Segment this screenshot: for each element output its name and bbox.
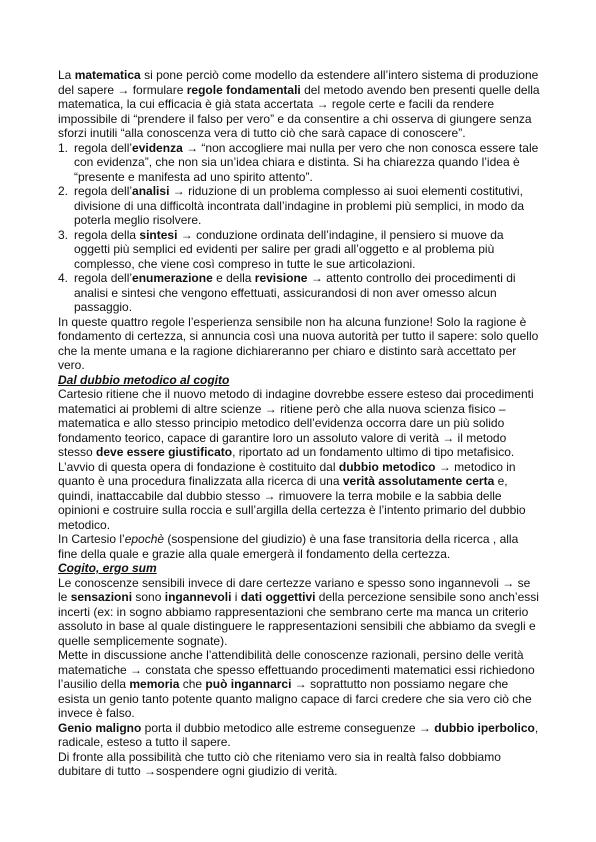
text-run: e, quindi, inattaccabile dal dubbio stesso → rimuovere la terra mobile e la sabbia delle opinioni e costruire sulla roccia e sull’argilla della certezza è l’intento primario del dubbio metodico. <box>58 474 526 532</box>
text-run: del metodo avendo ben presenti quelle della matematica, la cui efficacia è già stata accertata → regole certe e facili da rendere impossibile di “prendere il falso per vero” e da consentire a chi osserva di giungere senza sforzi inutili “alla conoscenza vera di tutto ciò che sarà capace di conoscere”. <box>58 82 540 140</box>
text-run: si pone perciò come modello da estendere all’intero sistema di produzione del sapere → formulare <box>58 68 539 97</box>
bold-term: matematica <box>74 68 141 82</box>
text-run: regola dell’ <box>74 271 133 285</box>
text-run: Le conoscenze sensibili invece di dare certezze variano e spesso sono ingannevoli → se le <box>58 575 531 604</box>
text-run: In Cartesio l’ <box>58 532 125 546</box>
bold-term: regole fondamentali <box>186 82 301 97</box>
text-run: Di fronte alla possibilità che tutto ciò che riteniamo vero sia in realtà falso dobbiamo dubitare di tutto →sospendere ogni giudizio di verità. <box>58 749 501 778</box>
bold-term: deve essere giustificato <box>96 445 233 459</box>
text-run: , radicale, esteso a tutto il sapere. <box>58 720 539 749</box>
section-heading-cogito: Cogito, ergo sum <box>58 561 157 575</box>
bold-term: sintesi <box>139 227 178 242</box>
text-run: porta il dubbio metodico alle estreme conseguenze → <box>141 720 435 735</box>
rule-text <box>74 184 524 227</box>
rule-text <box>74 141 538 184</box>
text-run: La <box>58 68 75 82</box>
rule-number: 3. <box>58 227 69 242</box>
bold-term: Genio maligno <box>58 720 142 735</box>
rule-item <box>58 228 540 272</box>
text-run: In queste quattro regole l’esperienza sensibile non ha alcuna funzione! Solo la ragione è fondamento di certezza, si annuncia così una nuova autorità per tutto il sapere: solo quello che la mente umana e la ragione dichiareranno per chiaro e distinto sarà accettato per vero. <box>58 314 539 372</box>
text-run: → riduzione di un problema complesso ai suoi elementi costitutivi, divisione di una difficoltà incontrata dall’indagine in problemi più semplici, in modo da poterla meglio risolvere. <box>74 184 525 227</box>
bold-term: dati oggettivi <box>240 590 316 604</box>
bold-term: revisione <box>254 271 308 285</box>
rule-item <box>58 271 540 315</box>
doubt-all-paragraph <box>58 750 540 779</box>
genio-maligno-paragraph <box>58 721 540 750</box>
epoche-paragraph <box>58 532 540 561</box>
text-run: regola della <box>74 227 140 242</box>
rule-text <box>74 271 516 314</box>
rule-number: 4. <box>58 271 69 285</box>
text-run: regola dell’ <box>74 140 133 155</box>
text-run: → attento controllo dei procedimenti di analisi e sintesi che vengono effettuati, assicurandosi di non aver omesso alcun passaggio. <box>74 271 516 314</box>
bold-term: sensazioni <box>70 590 133 604</box>
dubbio-metodico-paragraph <box>58 460 540 533</box>
text-run: → “non accogliere mai nulla per vero che non conosca essere tale con evidenza”, che non sia un’idea chiara e distinta. Si ha chiarezza quando l’idea è “presente e manifesta ad uno spirito attento”. <box>74 140 539 184</box>
rule-number: 1. <box>58 140 69 155</box>
document-page <box>58 68 540 779</box>
text-run: regola dell’ <box>74 184 133 198</box>
bold-term: memoria <box>129 677 180 691</box>
bold-term: può ingannarci <box>205 677 292 691</box>
section-heading-dubbio: Dal dubbio metodico al cogito <box>58 372 230 387</box>
text-run: → metodico in quanto è una procedura finalizzata alla ricerca di una <box>58 459 516 488</box>
text-run: della percezione sensibile sono anch’essi incerti (ex: in sogno abbiamo rappresentazioni che sembrano certe ma manca un criterio assoluto in base al quale distinguere le rappresentazioni sensibili che abbiamo da svegli e quelle semplicemente sognate). <box>58 590 539 648</box>
intro-paragraph <box>58 68 540 141</box>
rational-knowledge-paragraph <box>58 648 540 721</box>
bold-term: enumerazione <box>132 271 213 285</box>
text-run: , riportato ad un fondamento ultimo di tipo metafisico. <box>232 445 515 459</box>
text-run: → conduzione ordinata dell’indagine, il pensiero si muove da oggetti più semplici ed evidenti per salire per gradi all’oggetto e al problema più complesso, che viene così compreso in tutte le sue articolazioni. <box>74 227 504 271</box>
text-run: i <box>231 590 241 604</box>
text-run: e della <box>212 271 255 285</box>
bold-term: analisi <box>132 184 170 198</box>
bold-term: dubbio metodico <box>338 459 436 474</box>
bold-term: ingannevoli <box>164 590 232 604</box>
text-run: (sospensione del giudizio) è una fase transitoria della ricerca , alla fine della quale e grazie alla quale emergerà il fondamento della certezza. <box>58 532 519 561</box>
rule-item <box>58 141 540 185</box>
reason-paragraph <box>58 315 540 373</box>
italic-term: epochè <box>124 532 165 546</box>
rule-text <box>74 228 504 271</box>
text-run: → soprattutto non possiamo negare che esista un genio tanto potente quanto maligno capace di farci credere che sia vero ciò che invece è falso. <box>58 677 532 720</box>
method-rules-list <box>58 141 540 315</box>
rule-item <box>58 184 540 228</box>
rule-number: 2. <box>58 184 69 198</box>
bold-term: verità assolutamente certa <box>342 474 495 488</box>
bold-term: evidenza <box>132 140 183 155</box>
text-run: sono <box>132 590 165 604</box>
sensible-knowledge-paragraph <box>58 576 540 649</box>
text-run: Mette in discussione anche l’attendibilità delle conoscenze razionali, persino delle verità matematiche → constata che spesso effettuando procedimenti matematici essi richiedono l’ausilio della <box>58 648 535 691</box>
bold-term: dubbio iperbolico <box>434 720 535 735</box>
method-extension-paragraph <box>58 387 540 460</box>
text-run: che <box>179 677 206 691</box>
text-run: Cartesio ritiene che il nuovo metodo di indagine dovrebbe essere esteso dai procedimenti matematici ai problemi di altre scienze → ritiene però che alla nuova scienza fisico – matematica e allo stesso principio metodico dell’evidenza occorra dare un più solido fondamento teorico, capace di garantire loro un assoluto valore di verità → il metodo stesso <box>58 387 534 459</box>
text-run: L’avvio di questa opera di fondazione è costituito dal <box>58 459 339 474</box>
